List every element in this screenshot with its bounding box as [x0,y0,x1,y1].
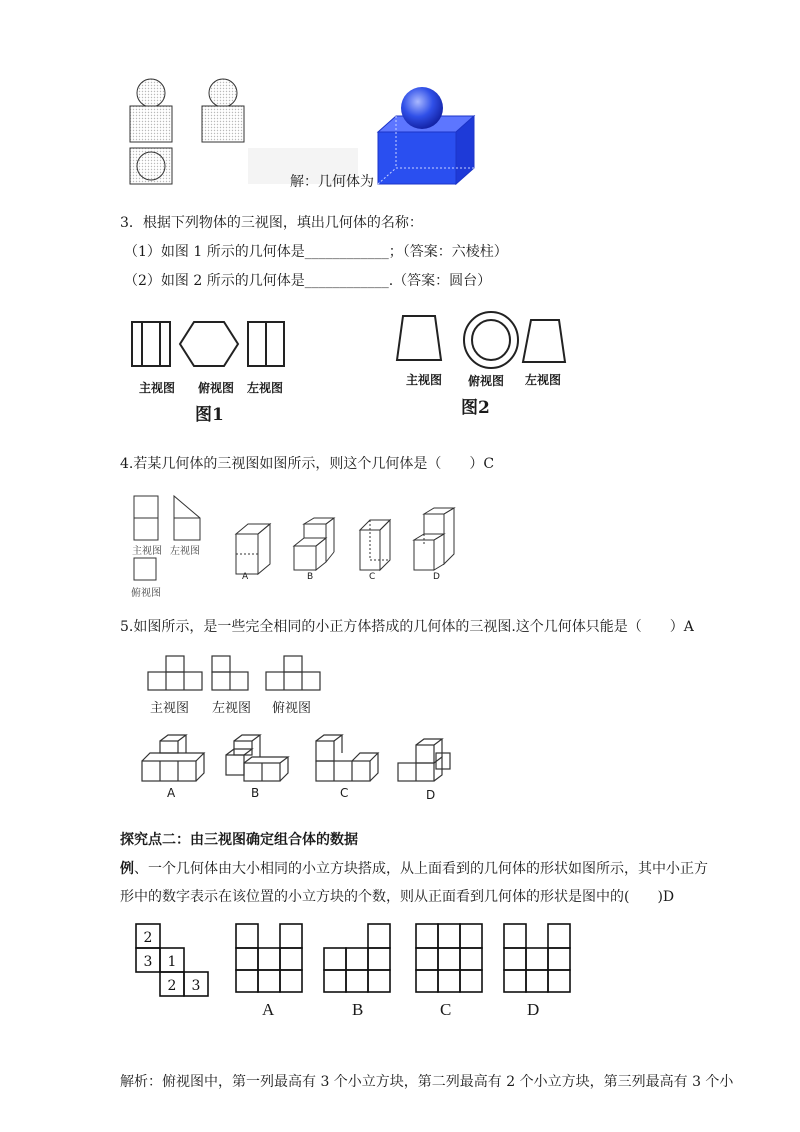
q4-option-a-label: A [242,572,249,582]
q5-three-view-drawings [146,656,346,696]
fig1-left-label: 左视图 [247,381,284,395]
q3-part2-blank: ____________ [304,273,389,289]
q5-option-solids [140,735,460,795]
q3-part1-answer: ；（答案：六棱柱） [388,244,508,260]
example-text-1: 、一个几何体由大小相同的小立方块搭成，从上面看到的几何体的形状如图所示，其中小正方 [134,861,708,877]
example-option-c-label: C [440,1000,452,1019]
example-option-b-label: B [352,1000,364,1019]
q3-part1-blank: ____________ [304,244,389,260]
q4-option-b-label: B [307,572,314,582]
fig1-drawings [130,318,310,378]
fig1-top-label: 俯视图 [198,381,235,395]
grid-number-5: 3 [191,978,201,994]
example-line-1 [120,859,708,879]
analysis-text: 解析：俯视图中，第一列最高有 3 个小立方块，第二列最高有 2 个小立方块，第三列最高有 3 个小 [120,1074,734,1090]
q5-stem: 5.如图所示，是一些完全相同的小正方体搭成的几何体的三视图.这个几何体只能是（ ）A [120,619,694,635]
q5-front-view-label: 主视图 [150,701,190,716]
grid-number-3: 1 [167,954,177,970]
q5-option-a-label: A [167,786,176,800]
q3-part2-answer: .（答案：圆台） [388,273,492,289]
grid-number-4: 2 [167,978,177,994]
q5-left-view-label: 左视图 [212,701,252,716]
grid-number-1: 2 [143,930,153,946]
q3-stem: 3．根据下列物体的三视图，填出几何体的名称： [120,215,423,231]
q3-part2 [124,271,491,291]
fig2-left-label: 左视图 [525,373,562,387]
example-option-a-label: A [262,1000,275,1019]
q4-stem: 4.若某几何体的三视图如图所示，则这个几何体是（ ）C [120,456,495,472]
example-grids [134,922,574,1002]
fig2-caption: 图2 [461,398,490,418]
q4-option-d-label: D [433,572,440,582]
q3-part2-prefix: （2）如图 2 所示的几何体是 [124,273,305,289]
q4-front-view-label: 主视图 [132,546,162,557]
q5-option-c-label: C [340,786,349,800]
fig1-caption: 图1 [195,405,224,425]
fig2-front-label: 主视图 [406,373,443,387]
q3-part1 [124,242,508,262]
q4-option-c-label: C [369,572,376,582]
q3-part1-prefix: （1）如图 1 所示的几何体是 [124,244,305,260]
fig2-drawings [393,310,593,372]
q5-top-view-label: 俯视图 [272,701,312,716]
q2-solution-text: 解：几何体为 [290,174,374,190]
q4-top-view-label: 俯视图 [131,588,161,599]
section-heading: 探究点二：由三视图确定组合体的数据 [120,832,358,848]
fig1-front-label: 主视图 [139,381,176,395]
q5-option-d-label: D [426,788,436,802]
fig2-top-label: 俯视图 [468,374,505,388]
example-line-2: 形中的数字表示在该位置的小立方块的个数，则从正面看到几何体的形状是图中的( )D [120,889,675,905]
example-lead: 例 [120,861,134,877]
sphere-on-cube-icon [378,86,478,186]
q4-left-view-label: 左视图 [170,546,200,557]
q5-option-b-label: B [251,786,260,800]
grid-number-2: 3 [143,954,153,970]
example-option-d-label: D [527,1000,540,1019]
